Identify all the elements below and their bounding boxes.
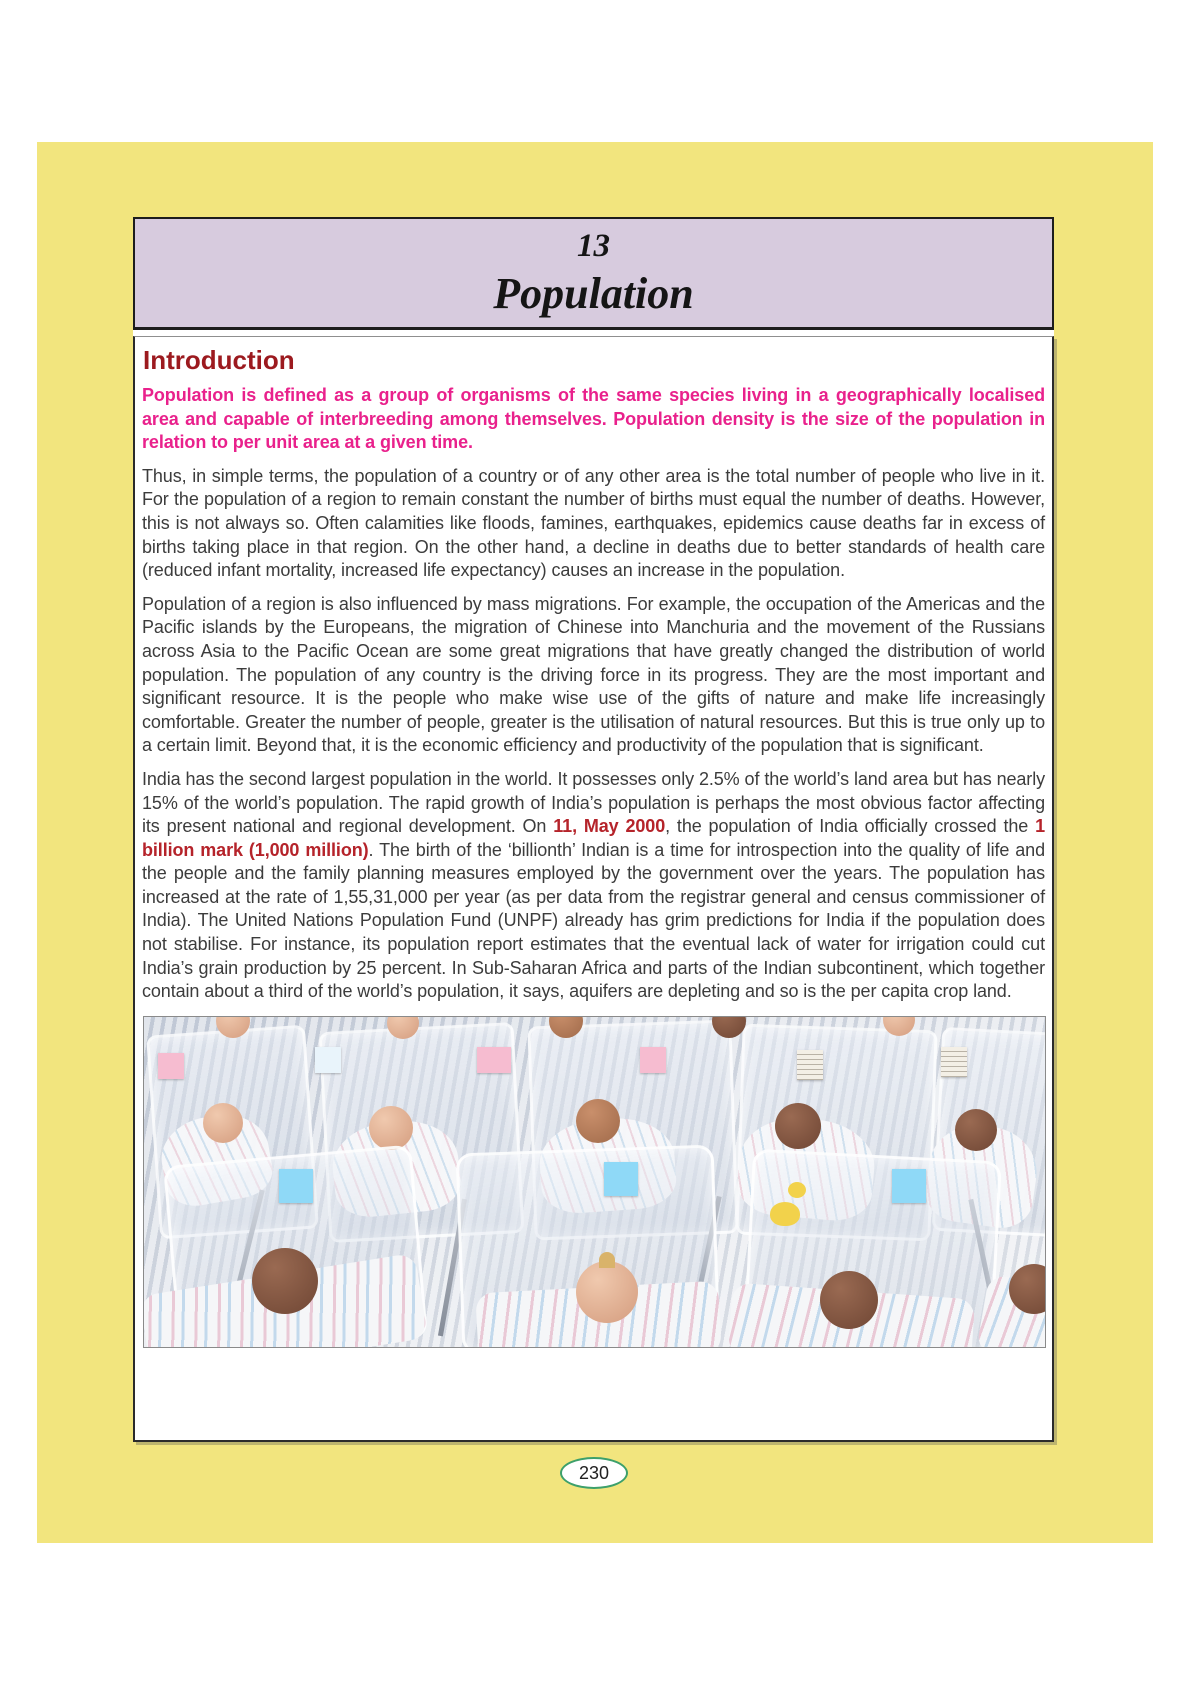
baby-face (203, 1103, 243, 1143)
baby-face (955, 1109, 997, 1151)
chapter-header (133, 217, 1054, 330)
highlighted-text: 11, May 2000 (553, 816, 666, 837)
baby-face (252, 1248, 318, 1314)
crib-card (477, 1047, 511, 1073)
toy-duck (788, 1182, 806, 1198)
crib-card (797, 1050, 823, 1080)
crib-card (315, 1047, 341, 1073)
page-number-badge (560, 1457, 628, 1489)
page-number: 230 (578, 1462, 610, 1483)
body-text: , the population of India officially crossed the (665, 816, 1036, 837)
baby-face (775, 1103, 821, 1149)
toy-duck (770, 1202, 800, 1226)
body-text: . The birth of the ‘billionth’ Indian is a time for introspection into the quality of life and the people and the family planning measures employed by the government over the years. The population has increased at the rate of 1,55,31,000 per year (as per data from the registrar general and census commissioner of India). The United Nations Population Fund (UNPF) already has grim predictions for India if the population does not stabilise. For instance, its population report estimates that the eventual lack of water for irrigation could cut India’s grain production by 25 percent. In Sub-Saharan Africa and parts of the Indian subcontinent, which together contain about a third of the world’s population, it says, aquifers are depleting and so is the per capita crop land. (142, 839, 1045, 1002)
crib-card (279, 1169, 313, 1203)
paragraph-2: Thus, in simple terms, the population of a country or of any other area is the total number of people who live in it. For the population of a region to remain constant the number of births must equal the number of deaths. However, this is not always so. Often calamities like floods, famines, earthquakes, epidemics cause deaths far in excess of births taking place in that region. On the other hand, a decline in deaths due to better standards of health care (reduced infant mortality, increased life expectancy) causes an increase in the population. (142, 465, 1045, 581)
body-text: India has the second largest population in the world. It possesses only 2.5% of the world’s land area but has nearly 15% of the world’s population. The rapid growth of India’s population is perhaps the most obvious factor affecting its present national and regional development. On (142, 768, 1045, 837)
crib-card (892, 1169, 926, 1203)
page-panel (37, 142, 1153, 1543)
chapter-title: Population (493, 269, 694, 318)
baby-face (820, 1271, 878, 1329)
paragraph-3: Population of a region is also influenced by mass migrations. For example, the occupation of the Americas and the Pacific islands by the Europeans, the migration of Chinese into Manchuria and the movement of the Russians across Asia to the Pacific Ocean are some great migrations that have greatly changed the distribution of world population. The population of any country is the driving force in its progress. They are the most important and significant resource. It is the people who make wise use of the gifts of nature and make life increasingly comfortable. Greater the number of people, greater is the utilisation of natural resources. But this is true only up to a certain limit. Beyond that, it is the economic efficiency and productivity of the population that is significant. (142, 593, 1045, 756)
crib-card (604, 1162, 638, 1196)
section-heading: Introduction (143, 345, 295, 375)
crib-card (158, 1053, 184, 1079)
chapter-number: 13 (577, 228, 610, 264)
crib-card (941, 1047, 967, 1077)
highlighted-text: 1 billion mark (1,000 million) (142, 816, 1046, 860)
newborns-photo (143, 1016, 1046, 1348)
definition-paragraph: Population is defined as a group of organisms of the same species living in a geographically localised area and capable of interbreeding among themselves. Population density is the size of the population in relation to per unit area at a given time. (142, 385, 1045, 453)
crib-card (640, 1047, 666, 1073)
baby-face (369, 1106, 413, 1150)
content-box (133, 336, 1054, 1442)
paragraph-4 (142, 768, 1045, 1004)
